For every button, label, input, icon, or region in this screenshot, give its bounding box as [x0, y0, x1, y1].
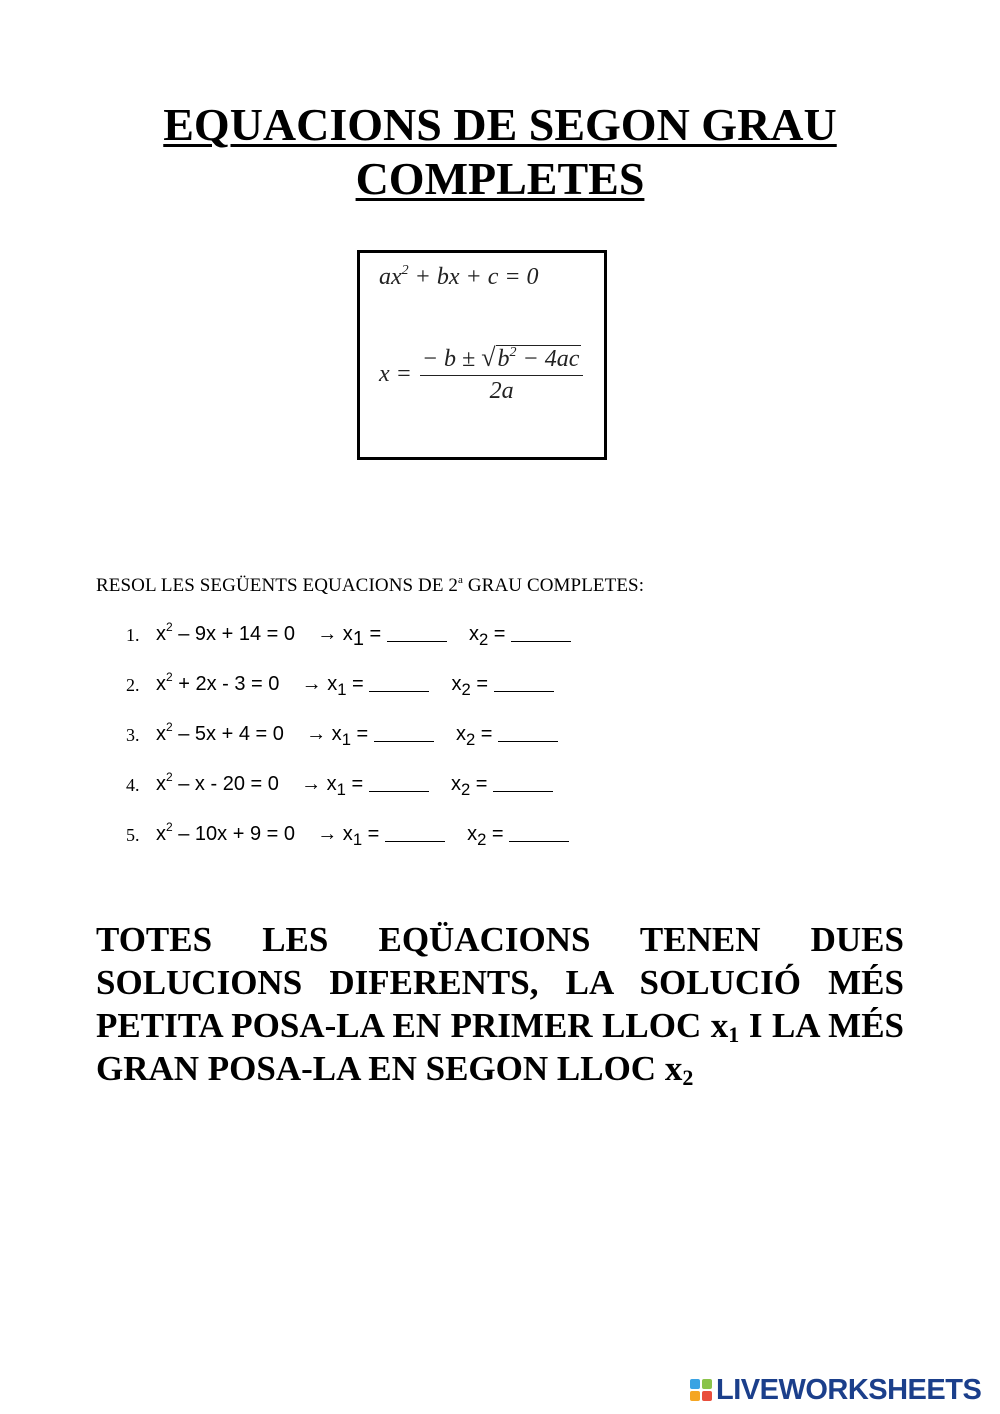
exercise-equation: $x^2 - 5x + 4 = 0$ → $x_1$ = $x_2$ =	[156, 720, 558, 750]
formula-lhs: x =	[379, 360, 412, 387]
quadratic-formula-box	[357, 250, 607, 460]
quadratic-formula	[379, 343, 583, 405]
answer-x1-blank[interactable]	[369, 771, 429, 792]
logo-text: LIVEWORKSHEETS	[716, 1373, 982, 1406]
exercise-equation: $x^2 + 2x - 3 = 0$ → $x_1$ = $x_2$ =	[156, 670, 554, 700]
answer-x2-blank[interactable]	[511, 621, 571, 642]
exercise-number: 3.	[126, 725, 140, 745]
instructions-note: TOTES LES EQÜACIONS TENEN DUES SOLUCIONS DIFERENTS, LA SOLUCIÓ MÉS PETITA POSA-LA EN PRIMER LLOC $x_1$ I LA MÉS GRAN POSA-LA EN SEGON LLOC $x_2$	[96, 920, 904, 1090]
exercise-equation: $x^2 - x - 20 = 0$ → $x_1$ = $x_2$ =	[156, 770, 553, 800]
page-title	[0, 98, 1000, 206]
answer-x1-blank[interactable]	[385, 821, 445, 842]
general-equation: $ax^2$ + bx + c = 0	[379, 263, 539, 290]
title-line-1: EQUACIONS DE SEGON GRAU	[163, 99, 837, 150]
answer-x1-blank[interactable]	[369, 671, 429, 692]
exercise-item	[0, 820, 700, 850]
exercise-number: 1.	[126, 625, 140, 645]
answer-x2-blank[interactable]	[494, 671, 554, 692]
formula-fraction	[420, 343, 584, 405]
answer-x2-blank[interactable]	[493, 771, 553, 792]
exercise-item	[0, 720, 700, 750]
logo-square-icon	[702, 1379, 712, 1389]
exercise-equation: $x^2 - 10x + 9 = 0$ → $x_1$ = $x_2$ =	[156, 820, 569, 850]
answer-x1-blank[interactable]	[374, 721, 434, 742]
formula-denominator: 2a	[489, 378, 514, 404]
exercise-equation: $x^2 - 9x + 14 = 0$ → $x_1$ = $x_2$ =	[156, 620, 571, 651]
exercise-item	[0, 770, 700, 800]
liveworksheets-logo-icon	[690, 1379, 712, 1401]
formula-numerator: − $b \pm √b^2 - 4ac$	[420, 343, 584, 376]
exercise-number: 2.	[126, 675, 140, 695]
exercise-item	[0, 670, 700, 700]
logo-square-icon	[690, 1379, 700, 1389]
exercise-number: 4.	[126, 775, 140, 795]
instruction-text: RESOL LES SEGÜENTS EQUACIONS DE 2$^a$ GRAU COMPLETES:	[96, 574, 645, 596]
answer-x2-blank[interactable]	[509, 821, 569, 842]
logo-square-icon	[702, 1391, 712, 1401]
liveworksheets-logo	[690, 1374, 981, 1406]
title-line-2: COMPLETES	[355, 153, 645, 204]
answer-x1-blank[interactable]	[387, 621, 447, 642]
logo-square-icon	[690, 1391, 700, 1401]
answer-x2-blank[interactable]	[498, 721, 558, 742]
exercise-item	[0, 620, 700, 650]
exercise-number: 5.	[126, 825, 140, 845]
